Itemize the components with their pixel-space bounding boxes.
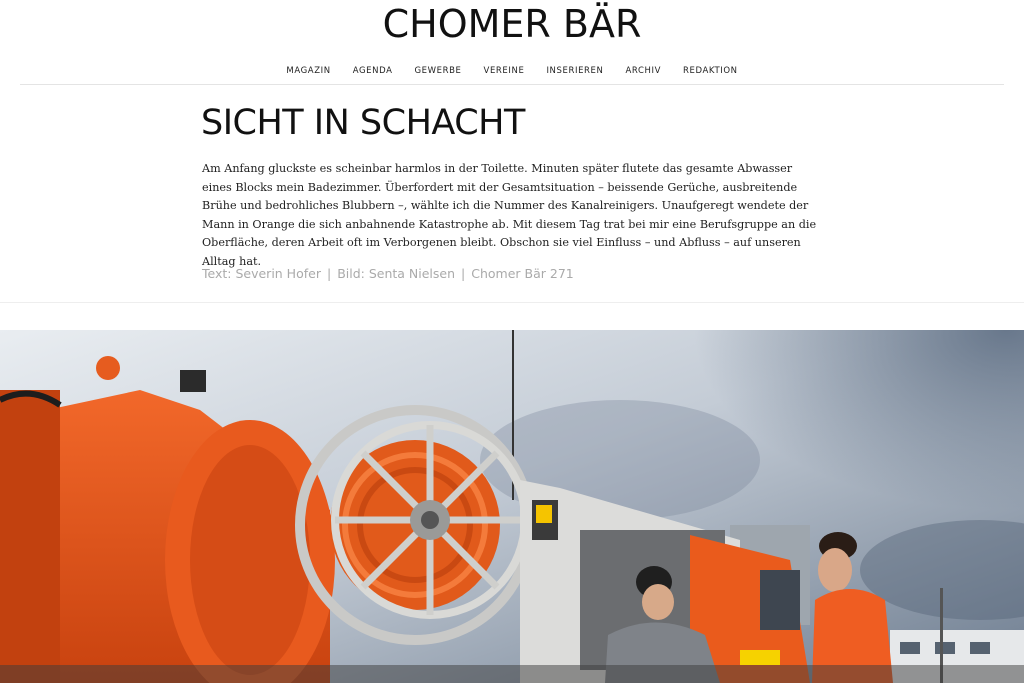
article-credits [202, 266, 574, 281]
credit-image-author: Bild: Senta Nielsen [337, 266, 456, 281]
nav-item-archiv[interactable]: ARCHIV [625, 66, 662, 76]
hero-photo-illustration [0, 330, 1024, 683]
nav-item-inserieren[interactable]: INSERIEREN [546, 66, 604, 76]
nav-item-magazin[interactable]: MAGAZIN [286, 66, 331, 76]
section-divider [0, 302, 1024, 303]
nav-item-vereine[interactable]: VEREINE [483, 66, 525, 76]
nav-item-agenda[interactable]: AGENDA [352, 66, 393, 76]
main-nav [0, 66, 1024, 76]
credit-separator: | [326, 266, 332, 281]
article-title: SICHT IN SCHACHT [201, 103, 525, 143]
nav-divider [20, 84, 1004, 85]
credit-text-author: Text: Severin Hofer [202, 266, 321, 281]
credit-separator: | [461, 266, 466, 281]
hero-image [0, 330, 1024, 683]
article-lead: Am Anfang gluckste es scheinbar harmlos in der Toilette. Minuten später flutete das gesamte Abwasser eines Blocks mein Badezimmer. Überfordert mit der Gesamtsituation – beissende Gerüche, ausbreitende Brühe und bedrohliches Blubbern –, wählte ich die Nummer des Kanalreinigers. Unaufgeregt wendete der Mann in Orange die sich anbahnende Katastrophe ab. Mit diesem Tag trat bei mir eine Berufsgruppe an die Oberfläche, deren Arbeit oft im Verborgenen bleibt. Obschon sie viel Einfluss – und Abfluss – auf unseren Alltag hat. [202, 162, 817, 268]
site-logo[interactable]: CHOMER BÄR [382, 2, 642, 46]
credit-issue: Chomer Bär 271 [471, 266, 574, 281]
nav-item-redaktion[interactable]: REDAKTION [683, 66, 738, 76]
nav-item-gewerbe[interactable]: GEWERBE [414, 66, 462, 76]
